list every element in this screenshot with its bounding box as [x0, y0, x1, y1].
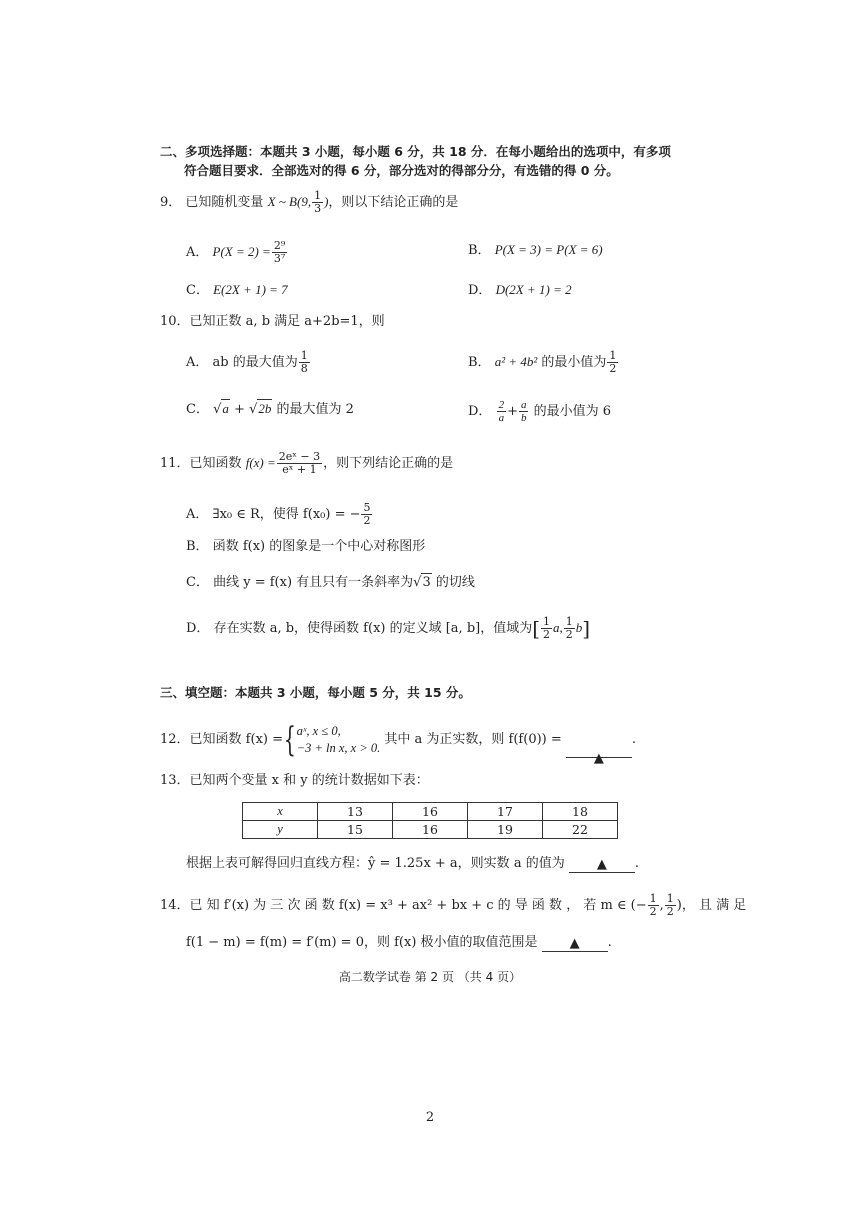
- q10-a-num: 1: [300, 349, 308, 362]
- q11-a-fraction: [361, 502, 372, 527]
- q9-b-label: B．: [468, 243, 491, 258]
- q10-d-label: D．: [468, 404, 492, 419]
- q14-line1: [160, 893, 746, 918]
- q11-frac-den: eˣ + 1: [282, 463, 317, 476]
- table-row-header: x: [243, 803, 318, 821]
- q14-n2: 1: [666, 892, 674, 905]
- q14-fraction1: [648, 893, 659, 918]
- q11-c-rad: 3: [422, 575, 431, 590]
- q9-fraction: [312, 190, 323, 215]
- q13-end: .: [634, 856, 639, 871]
- q10-option-b: [468, 350, 619, 375]
- q13-data-table: [242, 802, 618, 839]
- q11-a-num: 5: [363, 501, 371, 514]
- q12-cases: [297, 723, 381, 757]
- q11-a-label: A．: [186, 507, 209, 522]
- q14-d1: 2: [649, 905, 657, 918]
- page-number: 2: [425, 1110, 435, 1125]
- q10-d-text: 的最小值为 6: [529, 404, 612, 419]
- q11-d-fraction2: [564, 616, 575, 641]
- q10-d-num2: a: [520, 399, 527, 411]
- q13-number: 13．: [160, 773, 190, 788]
- sqrt-symbol-icon: √: [249, 402, 258, 417]
- q13-after: [186, 855, 639, 873]
- q10-b-label: B．: [468, 355, 491, 370]
- q9-a-num: 2⁹: [273, 239, 286, 252]
- q10-option-d: [468, 399, 611, 424]
- q9-number: 9．: [160, 195, 182, 210]
- table-cell: 16: [393, 821, 468, 839]
- q11-option-c: [186, 573, 475, 592]
- q9-b-math: P(X = 3) = P(X = 6): [494, 242, 603, 257]
- q10-a-text: ab 的最大值为: [212, 355, 298, 370]
- q14-line1-suffix: )， 且 满 足: [676, 898, 747, 913]
- q10-d-plus: +: [507, 404, 518, 419]
- q11-d-d2: 2: [565, 628, 573, 641]
- q14-line2: [186, 934, 612, 952]
- q13-stem-text: 已知两个变量 x 和 y 的统计数据如下表：: [189, 773, 429, 788]
- q11-c-text2: 的切线: [431, 575, 475, 590]
- page-footer: 高二数学试卷 第 2 页 （共 4 页）: [338, 970, 522, 984]
- q10-option-c: [186, 399, 354, 419]
- q14-comma: ,: [659, 898, 664, 913]
- q11-number: 11．: [160, 456, 190, 471]
- sqrt-symbol-icon: √: [213, 402, 222, 417]
- q11-d-n1: 1: [543, 615, 551, 628]
- table-cell: 16: [393, 803, 468, 821]
- q9-d-label: D．: [468, 283, 492, 298]
- q9-a-fraction: [272, 240, 287, 265]
- q10-d-den2: b: [520, 412, 527, 424]
- section3-heading: 三、填空题：本题共 3 小题，每小题 5 分，共 15 分。: [160, 685, 471, 700]
- q9-a-math: P(X = 2) =: [212, 244, 271, 259]
- q12-stem-suffix: 其中 a 为正实数，则 f(f(0)) =: [384, 732, 562, 747]
- q10-d-fraction2: [519, 399, 529, 424]
- q14-line2-text: f(1 − m) = f(m) = f′(m) = 0，则 f(x) 极小值的取值范围是: [186, 935, 538, 950]
- q11-d-n2: 1: [565, 615, 573, 628]
- q10-b-text: 的最小值为: [537, 355, 607, 370]
- q9-stem-prefix: 已知随机变量: [185, 195, 264, 210]
- q11-d-mid: a,: [553, 620, 563, 635]
- q14-fraction2: [665, 893, 676, 918]
- q10-d-den1: a: [498, 412, 505, 424]
- q9-c-label: C．: [186, 283, 209, 298]
- table-cell: 15: [318, 821, 393, 839]
- q14-d2: 2: [666, 905, 674, 918]
- q9-option-b: [468, 241, 603, 260]
- q9-frac-num: 1: [314, 189, 322, 202]
- q11-frac-num: 2eˣ − 3: [278, 450, 321, 463]
- q12-number: 12．: [160, 732, 190, 747]
- q9-stem-math: X ~ B(9,: [267, 194, 312, 209]
- section2-heading-line1: 二、多项选择题：本题共 3 小题，每小题 6 分，共 18 分．在每小题给出的选项中，有多项: [160, 144, 671, 159]
- q14-line1-prefix: 已 知 f′(x) 为 三 次 函 数 f(x) = x³ + ax² + bx + c 的 导 函 数 ， 若 m ∈ (−: [189, 898, 647, 913]
- q10-b-math: a² + 4b²: [494, 354, 538, 369]
- table-row-header: y: [243, 821, 318, 839]
- q12-stem: [160, 719, 637, 766]
- table-cell: 17: [468, 803, 543, 821]
- table-cell: 13: [318, 803, 393, 821]
- q12-case1: aˣ, x ≤ 0,: [296, 723, 341, 738]
- q10-a-label: A．: [186, 355, 209, 370]
- q12-stem-prefix: 已知函数 f(x) =: [189, 732, 283, 747]
- table-cell: 18: [543, 803, 618, 821]
- q11-stem: [160, 451, 453, 476]
- q11-d-d1: 2: [543, 628, 551, 641]
- q9-a-label: A．: [186, 245, 209, 260]
- q11-d-fraction1: [541, 616, 552, 641]
- q12-case2: −3 + ln x, x > 0.: [296, 740, 381, 755]
- q12-answer-blank[interactable]: ▲: [566, 741, 632, 758]
- q10-number: 10．: [160, 314, 190, 329]
- q9-a-den: 3⁷: [273, 252, 286, 265]
- q11-option-b: [186, 538, 425, 556]
- q11-b-label: B．: [186, 539, 209, 554]
- q14-answer-blank[interactable]: ▲: [542, 935, 608, 952]
- q10-b-den: 2: [609, 362, 617, 375]
- q9-stem-suffix: ，则以下结论正确的是: [328, 195, 459, 210]
- q11-a-den: 2: [363, 514, 371, 527]
- left-brace-icon: {: [283, 719, 296, 760]
- q10-c-rad1: a: [222, 401, 229, 416]
- q10-stem: [160, 313, 385, 331]
- q10-stem-text: 已知正数 a, b 满足 a+2b=1，则: [189, 314, 385, 329]
- q10-a-den: 8: [300, 362, 308, 375]
- sqrt-symbol-icon: √: [413, 575, 422, 590]
- q9-stem-close: ): [324, 194, 329, 209]
- table-row: [243, 821, 618, 839]
- q11-d-bracket-close: ]: [582, 616, 591, 641]
- q11-d-bracket-open: [: [532, 616, 541, 641]
- q11-stem-suffix: ，则下列结论正确的是: [323, 456, 454, 471]
- q11-a-text: ∃x₀ ∈ R，使得 f(x₀) = −: [212, 507, 361, 522]
- q11-c-label: C．: [186, 575, 209, 590]
- q10-option-a: [186, 350, 311, 375]
- table-cell: 19: [468, 821, 543, 839]
- q9-option-c: [186, 281, 288, 300]
- q9-c-math: E(2X + 1) = 7: [213, 282, 288, 297]
- q11-stem-math: f(x) =: [245, 455, 276, 470]
- q13-stem: [160, 772, 429, 790]
- section2-heading-line2: 符合题目要求．全部选对的得 6 分，部分选对的得部分分，有选错的得 0 分。: [184, 163, 619, 178]
- q11-d-end: b: [575, 620, 583, 635]
- q14-number: 14．: [160, 898, 190, 913]
- q10-d-num1: 2: [498, 399, 505, 411]
- q14-end: .: [607, 935, 612, 950]
- q9-option-d: [468, 281, 572, 300]
- q11-option-d: [186, 616, 590, 641]
- q10-b-fraction: [607, 350, 618, 375]
- q11-b-text: 函数 f(x) 的图象是一个中心对称图形: [212, 539, 426, 554]
- q10-c-rad2: 2b: [258, 401, 272, 416]
- q11-d-label: D．: [186, 621, 210, 636]
- q9-stem: [160, 190, 458, 215]
- q10-c-label: C．: [186, 402, 209, 417]
- q13-after-text: 根据上表可解得回归直线方程：ŷ = 1.25x + a，则实数 a 的值为: [186, 856, 565, 871]
- q9-option-a: [186, 240, 288, 265]
- q10-b-num: 1: [609, 349, 617, 362]
- q11-d-text1: 存在实数 a, b，使得函数 f(x) 的定义域 [a, b]，值域为: [213, 621, 533, 636]
- q9-d-math: D(2X + 1) = 2: [495, 282, 572, 297]
- q14-n1: 1: [649, 892, 657, 905]
- q10-c-plus: +: [229, 402, 250, 417]
- q12-end: .: [631, 732, 637, 747]
- q11-fraction: [277, 451, 322, 476]
- table-cell: 22: [543, 821, 618, 839]
- q13-answer-blank[interactable]: ▲: [569, 856, 635, 873]
- q9-frac-den: 3: [314, 202, 322, 215]
- table-row: [243, 803, 618, 821]
- q11-stem-prefix: 已知函数: [189, 456, 242, 471]
- q10-d-fraction1: [497, 399, 507, 424]
- q10-a-fraction: [299, 350, 310, 375]
- q10-c-text: 的最大值为 2: [272, 402, 354, 417]
- q11-option-a: [186, 502, 373, 527]
- q11-c-text1: 曲线 y = f(x) 有且只有一条斜率为: [213, 575, 414, 590]
